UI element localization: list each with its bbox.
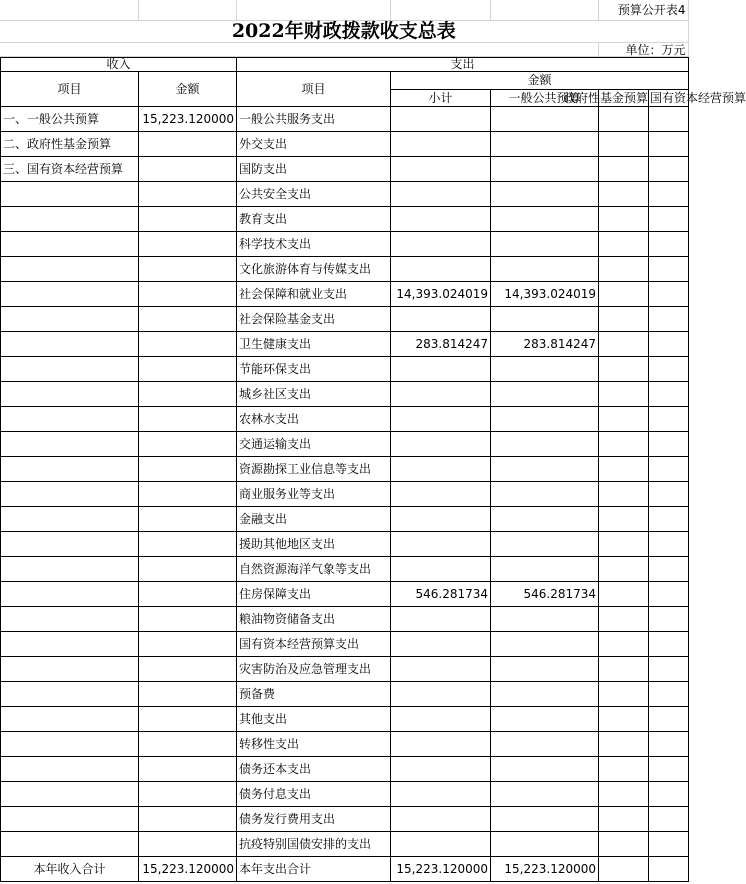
expense-item[interactable]: 公共安全支出 <box>237 181 391 206</box>
table-row <box>1 406 689 431</box>
expense-subtotal[interactable] <box>391 656 491 681</box>
expense-general-budget[interactable] <box>491 756 599 781</box>
expense-item[interactable]: 农林水支出 <box>237 406 391 431</box>
expense-state-capital[interactable] <box>649 831 689 856</box>
expense-item[interactable]: 债务还本支出 <box>237 756 391 781</box>
expense-item[interactable]: 国有资本经营预算支出 <box>237 631 391 656</box>
expense-gov-fund[interactable] <box>599 431 649 456</box>
expense-item[interactable]: 抗疫特别国债安排的支出 <box>237 831 391 856</box>
expense-state-capital[interactable] <box>649 781 689 806</box>
expense-general-budget[interactable] <box>491 456 599 481</box>
expense-item[interactable]: 社会保险基金支出 <box>237 306 391 331</box>
cell[interactable] <box>490 0 598 20</box>
expense-subtotal[interactable] <box>391 606 491 631</box>
income-amount[interactable] <box>139 581 237 606</box>
income-item[interactable] <box>1 831 139 856</box>
cell[interactable] <box>0 42 598 56</box>
expense-item[interactable]: 教育支出 <box>237 206 391 231</box>
expense-general-budget[interactable] <box>491 706 599 731</box>
expense-state-capital[interactable] <box>649 281 689 306</box>
expense-subtotal[interactable] <box>391 731 491 756</box>
income-item[interactable] <box>1 256 139 281</box>
table-row <box>1 481 689 506</box>
expense-general-budget[interactable] <box>491 131 599 156</box>
income-item[interactable] <box>1 581 139 606</box>
gov-fund-header: 政府性基金预算 <box>564 90 649 105</box>
expense-gov-fund[interactable] <box>599 631 649 656</box>
expense-state-capital[interactable] <box>649 406 689 431</box>
expense-state-capital[interactable] <box>649 106 689 131</box>
expense-gov-fund[interactable] <box>599 131 649 156</box>
expense-state-capital[interactable] <box>649 706 689 731</box>
income-total-amount: 15,223.120000 <box>139 856 237 881</box>
income-item[interactable] <box>1 406 139 431</box>
expense-item[interactable]: 交通运输支出 <box>237 431 391 456</box>
expense-subtotal[interactable] <box>391 806 491 831</box>
expense-subtotal[interactable] <box>391 831 491 856</box>
table-row <box>1 756 689 781</box>
expense-item[interactable]: 住房保障支出 <box>237 581 391 606</box>
table-row <box>1 431 689 456</box>
expense-gov-fund[interactable] <box>599 581 649 606</box>
income-item[interactable]: 二、政府性基金预算 <box>1 131 139 156</box>
expense-item[interactable]: 债务发行费用支出 <box>237 806 391 831</box>
income-item[interactable] <box>1 606 139 631</box>
income-amount[interactable] <box>139 331 237 356</box>
expense-gov-fund[interactable] <box>599 281 649 306</box>
expense-item[interactable]: 商业服务业等支出 <box>237 481 391 506</box>
expense-subtotal[interactable] <box>391 506 491 531</box>
expense-gov-fund[interactable] <box>599 231 649 256</box>
income-item[interactable] <box>1 506 139 531</box>
expense-gov-fund[interactable] <box>599 106 649 131</box>
expense-subtotal[interactable] <box>391 431 491 456</box>
expense-gov-fund[interactable] <box>599 506 649 531</box>
expense-general-budget[interactable] <box>491 506 599 531</box>
table-row <box>1 106 689 131</box>
expense-general-budget[interactable] <box>491 306 599 331</box>
expense-item[interactable]: 国防支出 <box>237 156 391 181</box>
income-item[interactable] <box>1 781 139 806</box>
expense-general-budget[interactable] <box>491 681 599 706</box>
expense-state-capital[interactable] <box>649 181 689 206</box>
totals-row <box>1 856 689 881</box>
expense-state-capital[interactable] <box>649 131 689 156</box>
income-item[interactable] <box>1 381 139 406</box>
expense-state-capital[interactable] <box>649 456 689 481</box>
table-row <box>1 731 689 756</box>
expense-state-capital[interactable] <box>649 631 689 656</box>
income-item[interactable] <box>1 731 139 756</box>
income-amount[interactable] <box>139 281 237 306</box>
expense-state-capital[interactable] <box>649 231 689 256</box>
income-total-label: 本年收入合计 <box>1 856 139 881</box>
expense-header: 支出 <box>237 57 689 71</box>
expense-subtotal[interactable] <box>391 381 491 406</box>
expense-gov-fund[interactable] <box>599 656 649 681</box>
expense-state-capital[interactable] <box>649 206 689 231</box>
state-capital-header: 国有资本经营预算 <box>650 90 746 105</box>
expense-general-budget[interactable] <box>491 606 599 631</box>
expense-general-budget[interactable] <box>491 431 599 456</box>
table-row <box>1 281 689 306</box>
table-row <box>1 831 689 856</box>
expense-general-budget[interactable]: 14,393.024019 <box>491 281 599 306</box>
income-item[interactable] <box>1 631 139 656</box>
income-amount[interactable] <box>139 431 237 456</box>
expense-total-state-capital[interactable] <box>649 856 689 881</box>
table-row <box>1 806 689 831</box>
income-item[interactable] <box>1 756 139 781</box>
expense-general-budget[interactable] <box>491 806 599 831</box>
expense-gov-fund[interactable] <box>599 831 649 856</box>
table-row <box>1 781 689 806</box>
income-amount[interactable]: 15,223.120000 <box>139 106 237 131</box>
expense-state-capital[interactable] <box>649 606 689 631</box>
expense-subtotal[interactable] <box>391 456 491 481</box>
expense-item[interactable]: 预备费 <box>237 681 391 706</box>
expense-state-capital[interactable] <box>649 756 689 781</box>
table-row <box>1 606 689 631</box>
expense-general-budget[interactable] <box>491 356 599 381</box>
expense-general-budget[interactable] <box>491 181 599 206</box>
expense-subtotal[interactable]: 546.281734 <box>391 581 491 606</box>
expense-general-budget[interactable] <box>491 556 599 581</box>
expense-item[interactable]: 节能环保支出 <box>237 356 391 381</box>
income-amount[interactable] <box>139 456 237 481</box>
income-amount-header: 金额 <box>139 71 237 106</box>
expense-item[interactable]: 债务付息支出 <box>237 781 391 806</box>
income-amount[interactable] <box>139 756 237 781</box>
expense-total-general: 15,223.120000 <box>491 856 599 881</box>
expense-general-budget[interactable] <box>491 481 599 506</box>
table-row <box>1 306 689 331</box>
expense-gov-fund[interactable] <box>599 606 649 631</box>
expense-general-budget[interactable] <box>491 231 599 256</box>
cell[interactable] <box>138 0 236 20</box>
expense-item[interactable]: 粮油物资储备支出 <box>237 606 391 631</box>
income-amount[interactable] <box>139 731 237 756</box>
income-amount[interactable] <box>139 606 237 631</box>
expense-gov-fund[interactable] <box>599 331 649 356</box>
expense-gov-fund[interactable] <box>599 256 649 281</box>
expense-gov-fund[interactable] <box>599 406 649 431</box>
budget-table <box>0 57 746 882</box>
expense-gov-fund[interactable] <box>599 156 649 181</box>
table-row <box>1 181 689 206</box>
income-amount[interactable] <box>139 181 237 206</box>
income-item-header: 项目 <box>1 71 139 106</box>
income-amount[interactable] <box>139 506 237 531</box>
income-item[interactable] <box>1 231 139 256</box>
expense-item[interactable]: 其他支出 <box>237 706 391 731</box>
expense-general-budget[interactable] <box>491 731 599 756</box>
expense-subtotal[interactable]: 14,393.024019 <box>391 281 491 306</box>
expense-state-capital[interactable] <box>649 556 689 581</box>
expense-state-capital[interactable] <box>649 531 689 556</box>
income-amount[interactable] <box>139 156 237 181</box>
expense-total-label: 本年支出合计 <box>237 856 391 881</box>
expense-subtotal[interactable] <box>391 481 491 506</box>
expense-gov-fund[interactable] <box>599 306 649 331</box>
expense-state-capital[interactable] <box>649 581 689 606</box>
expense-state-capital[interactable] <box>649 381 689 406</box>
expense-item[interactable]: 科学技术支出 <box>237 231 391 256</box>
expense-subtotal[interactable] <box>391 356 491 381</box>
expense-state-capital[interactable] <box>649 356 689 381</box>
income-amount[interactable] <box>139 306 237 331</box>
expense-general-budget[interactable] <box>491 106 599 131</box>
subtotal-header: 小计 <box>391 89 491 106</box>
income-amount[interactable] <box>139 806 237 831</box>
income-amount[interactable] <box>139 356 237 381</box>
table-row <box>1 131 689 156</box>
income-amount[interactable] <box>139 481 237 506</box>
expense-general-budget[interactable] <box>491 781 599 806</box>
expense-gov-fund[interactable] <box>599 381 649 406</box>
expense-subtotal[interactable] <box>391 756 491 781</box>
page-title: 2022年财政拨款收支总表 <box>0 20 688 42</box>
cell[interactable] <box>236 0 390 20</box>
expense-general-budget[interactable] <box>491 206 599 231</box>
expense-item[interactable]: 外交支出 <box>237 131 391 156</box>
income-amount[interactable] <box>139 531 237 556</box>
expense-state-capital[interactable] <box>649 156 689 181</box>
table-row <box>1 581 689 606</box>
expense-gov-fund[interactable] <box>599 781 649 806</box>
expense-general-budget[interactable] <box>491 156 599 181</box>
income-amount[interactable] <box>139 206 237 231</box>
expense-state-capital[interactable] <box>649 431 689 456</box>
income-amount[interactable] <box>139 256 237 281</box>
expense-item[interactable]: 城乡社区支出 <box>237 381 391 406</box>
expense-subtotal[interactable] <box>391 681 491 706</box>
expense-gov-fund[interactable] <box>599 706 649 731</box>
expense-general-budget[interactable] <box>491 256 599 281</box>
income-amount[interactable] <box>139 706 237 731</box>
income-item[interactable]: 三、国有资本经营预算 <box>1 156 139 181</box>
income-amount[interactable] <box>139 781 237 806</box>
expense-subtotal[interactable] <box>391 531 491 556</box>
sheet-header-area <box>0 0 689 57</box>
expense-general-budget[interactable] <box>491 631 599 656</box>
expense-state-capital[interactable] <box>649 331 689 356</box>
table-row <box>1 531 689 556</box>
expense-gov-fund[interactable] <box>599 756 649 781</box>
income-item[interactable] <box>1 431 139 456</box>
expense-item-header: 项目 <box>237 71 391 106</box>
income-item[interactable] <box>1 656 139 681</box>
income-item[interactable] <box>1 331 139 356</box>
table-row <box>1 681 689 706</box>
expense-gov-fund[interactable] <box>599 206 649 231</box>
cell[interactable] <box>390 0 490 20</box>
income-item[interactable] <box>1 281 139 306</box>
expense-item[interactable]: 金融支出 <box>237 506 391 531</box>
expense-state-capital[interactable] <box>649 256 689 281</box>
table-row <box>1 706 689 731</box>
expense-total-gov-fund[interactable] <box>599 856 649 881</box>
expense-subtotal[interactable] <box>391 781 491 806</box>
expense-state-capital[interactable] <box>649 506 689 531</box>
income-item[interactable] <box>1 181 139 206</box>
expense-item[interactable]: 自然资源海洋气象等支出 <box>237 556 391 581</box>
expense-general-budget[interactable] <box>491 406 599 431</box>
expense-state-capital[interactable] <box>649 656 689 681</box>
expense-subtotal[interactable]: 283.814247 <box>391 331 491 356</box>
expense-item[interactable]: 卫生健康支出 <box>237 331 391 356</box>
expense-subtotal[interactable] <box>391 556 491 581</box>
income-item[interactable] <box>1 806 139 831</box>
expense-subtotal[interactable] <box>391 706 491 731</box>
expense-state-capital[interactable] <box>649 306 689 331</box>
expense-gov-fund[interactable] <box>599 556 649 581</box>
table-row <box>1 156 689 181</box>
expense-subtotal[interactable] <box>391 231 491 256</box>
income-amount[interactable] <box>139 656 237 681</box>
table-row <box>1 456 689 481</box>
table-row <box>1 381 689 406</box>
income-amount[interactable] <box>139 681 237 706</box>
expense-item[interactable]: 资源勘探工业信息等支出 <box>237 456 391 481</box>
income-item[interactable] <box>1 681 139 706</box>
table-row <box>1 356 689 381</box>
income-item[interactable] <box>1 481 139 506</box>
expense-gov-fund[interactable] <box>599 806 649 831</box>
income-item[interactable] <box>1 531 139 556</box>
income-amount[interactable] <box>139 631 237 656</box>
table-row <box>1 256 689 281</box>
income-item[interactable] <box>1 356 139 381</box>
cell[interactable] <box>0 0 138 20</box>
expense-item[interactable]: 一般公共服务支出 <box>237 106 391 131</box>
expense-state-capital[interactable] <box>649 481 689 506</box>
expense-gov-fund[interactable] <box>599 456 649 481</box>
expense-item[interactable]: 灾害防治及应急管理支出 <box>237 656 391 681</box>
expense-item[interactable]: 社会保障和就业支出 <box>237 281 391 306</box>
expense-general-budget[interactable] <box>491 656 599 681</box>
income-amount[interactable] <box>139 231 237 256</box>
expense-subtotal[interactable] <box>391 306 491 331</box>
expense-gov-fund[interactable] <box>599 681 649 706</box>
expense-subtotal[interactable] <box>391 406 491 431</box>
expense-item[interactable]: 转移性支出 <box>237 731 391 756</box>
income-amount[interactable] <box>139 406 237 431</box>
income-amount[interactable] <box>139 831 237 856</box>
expense-subtotal[interactable] <box>391 256 491 281</box>
expense-state-capital[interactable] <box>649 806 689 831</box>
expense-subtotal[interactable] <box>391 156 491 181</box>
expense-gov-fund[interactable] <box>599 531 649 556</box>
expense-gov-fund[interactable] <box>599 731 649 756</box>
income-item[interactable] <box>1 706 139 731</box>
expense-subtotal[interactable] <box>391 206 491 231</box>
expense-total-subtotal: 15,223.120000 <box>391 856 491 881</box>
expense-general-budget[interactable] <box>491 381 599 406</box>
expense-state-capital[interactable] <box>649 681 689 706</box>
expense-subtotal[interactable] <box>391 106 491 131</box>
expense-subtotal[interactable] <box>391 131 491 156</box>
expense-general-budget[interactable] <box>491 831 599 856</box>
expense-general-budget[interactable]: 546.281734 <box>491 581 599 606</box>
expense-gov-fund[interactable] <box>599 356 649 381</box>
table-row <box>1 656 689 681</box>
table-row <box>1 331 689 356</box>
income-item[interactable] <box>1 306 139 331</box>
expense-subtotal[interactable] <box>391 631 491 656</box>
income-amount[interactable] <box>139 131 237 156</box>
table-row <box>1 206 689 231</box>
income-amount[interactable] <box>139 381 237 406</box>
income-item[interactable] <box>1 206 139 231</box>
expense-subtotal[interactable] <box>391 181 491 206</box>
expense-amount-header: 金额 <box>391 71 689 89</box>
expense-item[interactable]: 文化旅游体育与传媒支出 <box>237 256 391 281</box>
unit-label: 单位：万元 <box>598 42 688 56</box>
income-item[interactable] <box>1 456 139 481</box>
table-code: 预算公开表4 <box>598 0 688 20</box>
table-row <box>1 556 689 581</box>
general-budget-header: 一般公共预算 <box>491 89 599 106</box>
expense-general-budget[interactable] <box>491 531 599 556</box>
expense-gov-fund[interactable] <box>599 181 649 206</box>
income-amount[interactable] <box>139 556 237 581</box>
income-item[interactable]: 一、一般公共预算 <box>1 106 139 131</box>
table-row <box>1 231 689 256</box>
income-item[interactable] <box>1 556 139 581</box>
expense-state-capital[interactable] <box>649 731 689 756</box>
expense-general-budget[interactable]: 283.814247 <box>491 331 599 356</box>
income-header: 收入 <box>1 57 237 71</box>
table-row <box>1 506 689 531</box>
expense-gov-fund[interactable] <box>599 481 649 506</box>
expense-item[interactable]: 援助其他地区支出 <box>237 531 391 556</box>
table-row <box>1 631 689 656</box>
